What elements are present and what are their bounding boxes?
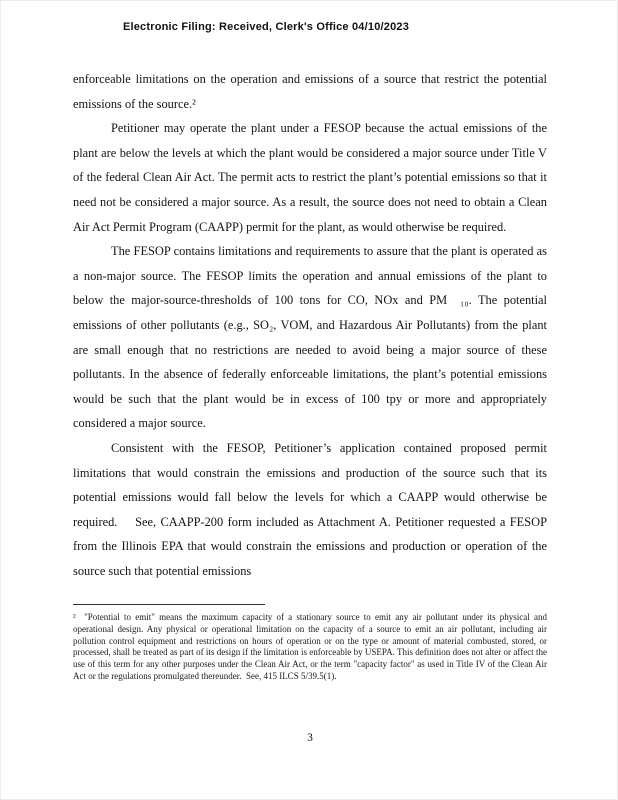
paragraph: Petitioner may operate the plant under a FESOP because the actual emissions of the plant are below the levels at which the plant would be considered a major source under Title V of the federal Clean Air Act. The permit acts to restrict the plant’s potential emissions so that it need not be considered a major source. As a result, the source does not need to obtain a Clean Air Act Permit Program (CAAPP) permit for the plant, as would otherwise be required.: [73, 121, 547, 234]
footnote-separator: [73, 604, 265, 605]
paragraph-continuation: enforceable limitations on the operation and emissions of a source that restrict the potential emissions of the source.²: [73, 72, 547, 111]
footnote-section: [73, 604, 547, 683]
page-number: 3: [307, 732, 313, 744]
footnote-text: ² "Potential to emit" means the maximum capacity of a stationary source to emit any air pollutant under its physical and operational design. Any physical or operational limitation on the capacity of a source to emit an air pollutant, including air pollution control equipment and restrictions on hours of operation or on the type or amount of material combusted, stored, or processed, shall be treated as part of its design if the limitation is enforceable by USEPA. This definition does not alter or affect the use of this term for any other purposes under the Clean Air Act, or the term "capacity factor" as used in Title IV of the Clean Air Act or the regulations promulgated thereunder. See, 415 ILCS 5/39.5(1).: [73, 612, 547, 681]
document-body: [73, 67, 547, 583]
paragraph: Consistent with the FESOP, Petitioner’s application contained proposed permit limitations that would constrain the emissions and production of the source such that its potential emissions would fall below the levels for which a CAAPP would otherwise be required. See, CAAPP-200 form included as Attachment A. Petitioner requested a FESOP from the Illinois EPA that would constrain the emissions and production or operation of the source such that potential emissions: [73, 440, 547, 578]
electronic-filing-stamp: Electronic Filing: Received, Clerk's Office 04/10/2023: [122, 21, 410, 33]
paragraph: The FESOP contains limitations and requirements to assure that the plant is operated as a non-major source. The FESOP limits the operation and annual emissions of the plant to below the major-source-thresholds of 100 tons for CO, NOx and PM ₁₀. The potential emissions of other pollutants (e.g., SO₂, VOM, and Hazardous Air Pollutants) from the plant are small enough that no restrictions are needed to avoid being a major source of these pollutants. In the absence of federally enforceable limitations, the plant’s potential emissions would be such that the plant would be in excess of 100 tpy or more and appropriately considered a major source.: [73, 244, 547, 431]
